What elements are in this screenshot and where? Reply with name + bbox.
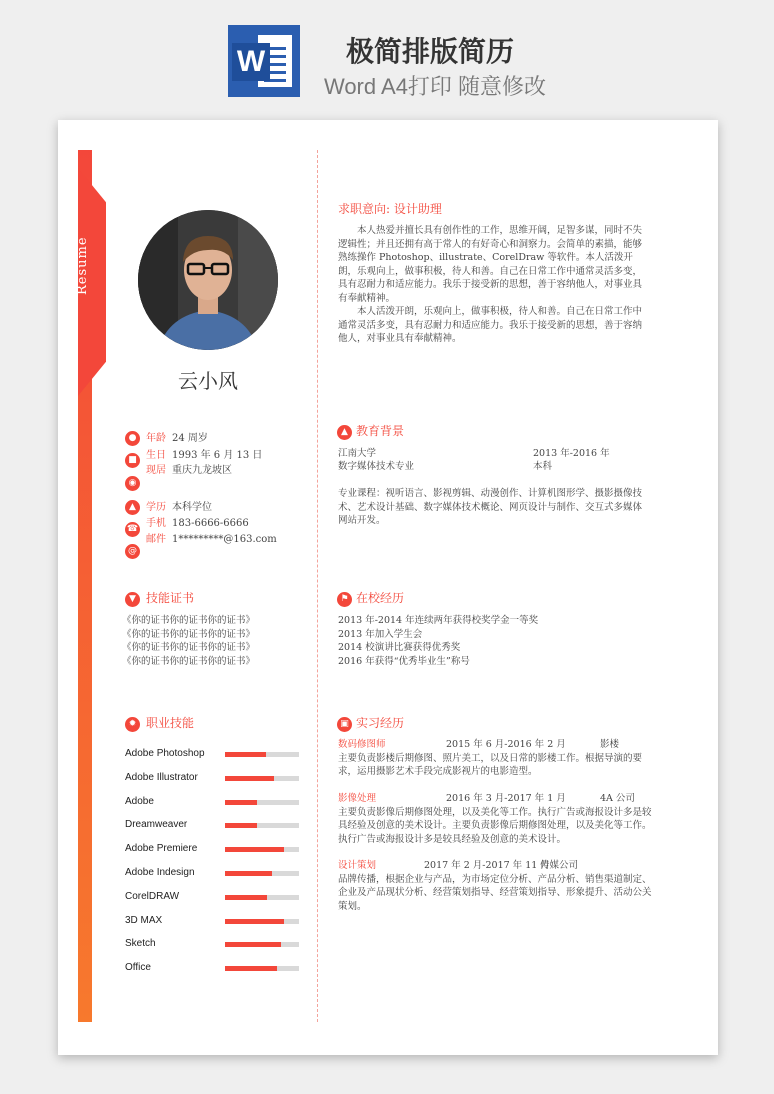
info-age: 年龄 24 周岁 xyxy=(146,433,208,444)
skill-bar xyxy=(225,800,299,805)
internship-company: 4A 公司 xyxy=(600,793,635,804)
skill-bar xyxy=(225,776,299,781)
skill-bar-fill xyxy=(225,823,257,828)
skill-label: CorelDRAW xyxy=(125,890,180,902)
skill-bar xyxy=(225,942,299,947)
banner-title: 极简排版简历 xyxy=(345,36,514,67)
education-school: 江南大学 xyxy=(338,448,377,459)
objective-text xyxy=(338,224,651,346)
person-icon: ● xyxy=(125,431,140,446)
campus-title: 在校经历 xyxy=(356,591,405,605)
column-divider xyxy=(317,150,318,1022)
internship-period: 2015 年 6 月-2016 年 2 月 xyxy=(446,739,566,750)
skill-bar-fill xyxy=(225,752,266,757)
skill-label: Adobe Indesign xyxy=(125,867,195,878)
cert-item: 《你的证书你的证书你的证书》 xyxy=(122,655,256,667)
location-icon: ◉ xyxy=(125,476,140,491)
resume-page xyxy=(58,120,718,1055)
avatar xyxy=(138,210,278,350)
internship-entry-2 xyxy=(338,792,653,846)
campus-item: 2016 年获得“优秀毕业生”称号 xyxy=(338,655,470,667)
internship-entry-3 xyxy=(338,859,653,913)
education-courses: 专业课程：视听语言、影视剪辑、动漫创作、计算机图形学、摄影摄像技术、艺术设计基础、数字媒体技术概论、网页设计与制作、交互式多媒体网站开发。 xyxy=(338,488,643,526)
graduation-cap-icon: ▲ xyxy=(337,425,352,440)
campus-item: 2013 年-2014 年连续两年获得校奖学金一等奖 xyxy=(338,615,539,626)
skill-bar-fill xyxy=(225,966,277,971)
cake-icon: ■ xyxy=(125,453,140,468)
skill-bar-fill xyxy=(225,847,284,852)
certs-title: 技能证书 xyxy=(146,591,195,605)
flag-icon: ⚑ xyxy=(337,592,352,607)
education-degree: 本科 xyxy=(533,461,553,472)
internship-role: 影像处理 xyxy=(338,793,377,804)
internship-period: 2017 年 2 月-2017 年 11 月 xyxy=(424,860,550,871)
certs-list xyxy=(122,614,255,668)
skill-bar xyxy=(225,895,299,900)
campus-item: 2013 年加入学生会 xyxy=(338,628,423,640)
skill-bar-fill xyxy=(225,895,267,900)
cert-item: 《你的证书你的证书你的证书》 xyxy=(122,642,256,653)
internship-role: 设计策划 xyxy=(338,860,377,871)
objective-paragraph-1: 本人热爱并擅长具有创作性的工作，思维开阔，足智多谋，同时不失逻辑性；并且还拥有高于常人的有好奇心和洞察力。会简单的素描，能够熟练操作 Photoshop、illustrate、CorelDraw 等软件。本人活泼开朗，乐观向上，做事积极，待人和善。自己在日常工作中通常灵活多变，具有忍耐力和适应能力。我乐于接受新的思想，善于容纳他人，对事业具有奉献精神。 xyxy=(338,225,643,304)
skill-label: Dreamweaver xyxy=(125,819,188,831)
info-birthday: 生日 1993 年 6 月 13 日 xyxy=(146,450,263,461)
info-email: 邮件 1*********@163.com xyxy=(146,534,277,545)
ribbon-text: Resume xyxy=(75,236,90,295)
cert-item: 《你的证书你的证书你的证书》 xyxy=(122,628,256,640)
skill-label: Office xyxy=(125,962,151,974)
monitor-icon: ▣ xyxy=(337,717,352,732)
skill-bar-fill xyxy=(225,871,272,876)
skill-bar-fill xyxy=(225,919,284,924)
skill-bar xyxy=(225,847,299,852)
candidate-name: 云小风 xyxy=(178,369,238,393)
education-icon: ▲ xyxy=(125,500,140,515)
skill-label: Sketch xyxy=(125,938,156,950)
internship-desc: 主要负责影楼后期修图、照片美工，以及日常的影楼工作。根据导演的要求，运用摄影艺术手段完成影视片的电影造型。 xyxy=(338,752,643,777)
skill-label: Adobe xyxy=(125,795,154,807)
internship-entry-1 xyxy=(338,738,653,779)
education-title: 教育背景 xyxy=(356,424,405,438)
objective-paragraph-2: 本人活泼开朗，乐观向上，做事积极，待人和善。自己在日常工作中通常灵活多变，具有忍耐力和适应能力。我乐于接受新的思想，善于容纳他人，对事业具有奉献精神。 xyxy=(338,306,643,344)
banner-subtitle: Word A4打印 随意修改 xyxy=(323,74,547,99)
skill-bar xyxy=(225,919,299,924)
education-major: 数字媒体技术专业 xyxy=(338,461,415,472)
internship-company: 传媒公司 xyxy=(540,860,579,871)
skill-bar-fill xyxy=(225,776,274,781)
internship-period: 2016 年 3 月-2017 年 1 月 xyxy=(446,793,566,804)
skill-bar-fill xyxy=(225,800,257,805)
internship-company: 影楼 xyxy=(600,739,620,750)
internship-desc: 品牌传播，根据企业与产品，为市场定位分析、产品分析、销售渠道制定、企业及产品现状分析、经营策划指导、经营策划指导、形象提升、活动公关策划。 xyxy=(338,873,652,912)
cert-item: 《你的证书你的证书你的证书》 xyxy=(122,615,256,626)
skill-bar xyxy=(225,823,299,828)
internship-title: 实习经历 xyxy=(356,716,405,730)
education-period: 2013 年-2016 年 xyxy=(533,448,610,459)
skill-bar xyxy=(225,752,299,757)
at-icon: @ xyxy=(125,544,140,559)
word-icon xyxy=(228,25,300,97)
skill-bar xyxy=(225,871,299,876)
trophy-icon: ▼ xyxy=(125,592,140,607)
campus-list xyxy=(338,614,538,668)
info-residence: 现居 重庆九龙坡区 xyxy=(146,465,232,476)
skill-bar-fill xyxy=(225,942,281,947)
sun-icon: ✹ xyxy=(125,717,140,732)
campus-item: 2014 校演讲比赛获得优秀奖 xyxy=(338,642,461,653)
skill-bar xyxy=(225,966,299,971)
skills-title: 职业技能 xyxy=(146,716,195,730)
info-phone: 手机 183-6666-6666 xyxy=(146,518,249,529)
skill-label: Adobe Photoshop xyxy=(125,748,205,759)
internship-desc: 主要负责影像后期修图处理，以及美化等工作。执行广告或海报设计多是较具经验及创意的美术设计。主要负责影像后期修图处理，以及美化等工作。执行广告或海报设计多是较具经验及创意的美术设计。 xyxy=(338,806,652,845)
objective-title: 求职意向: 设计助理 xyxy=(338,202,442,216)
word-letter: W xyxy=(232,43,270,81)
skill-label: Adobe Premiere xyxy=(125,843,198,855)
skill-label: 3D MAX xyxy=(125,914,163,926)
skill-label: Adobe Illustrator xyxy=(125,771,198,783)
info-education: 学历 本科学位 xyxy=(146,502,212,513)
internship-role: 数码修图师 xyxy=(338,739,386,750)
phone-icon: ☎ xyxy=(125,522,140,537)
